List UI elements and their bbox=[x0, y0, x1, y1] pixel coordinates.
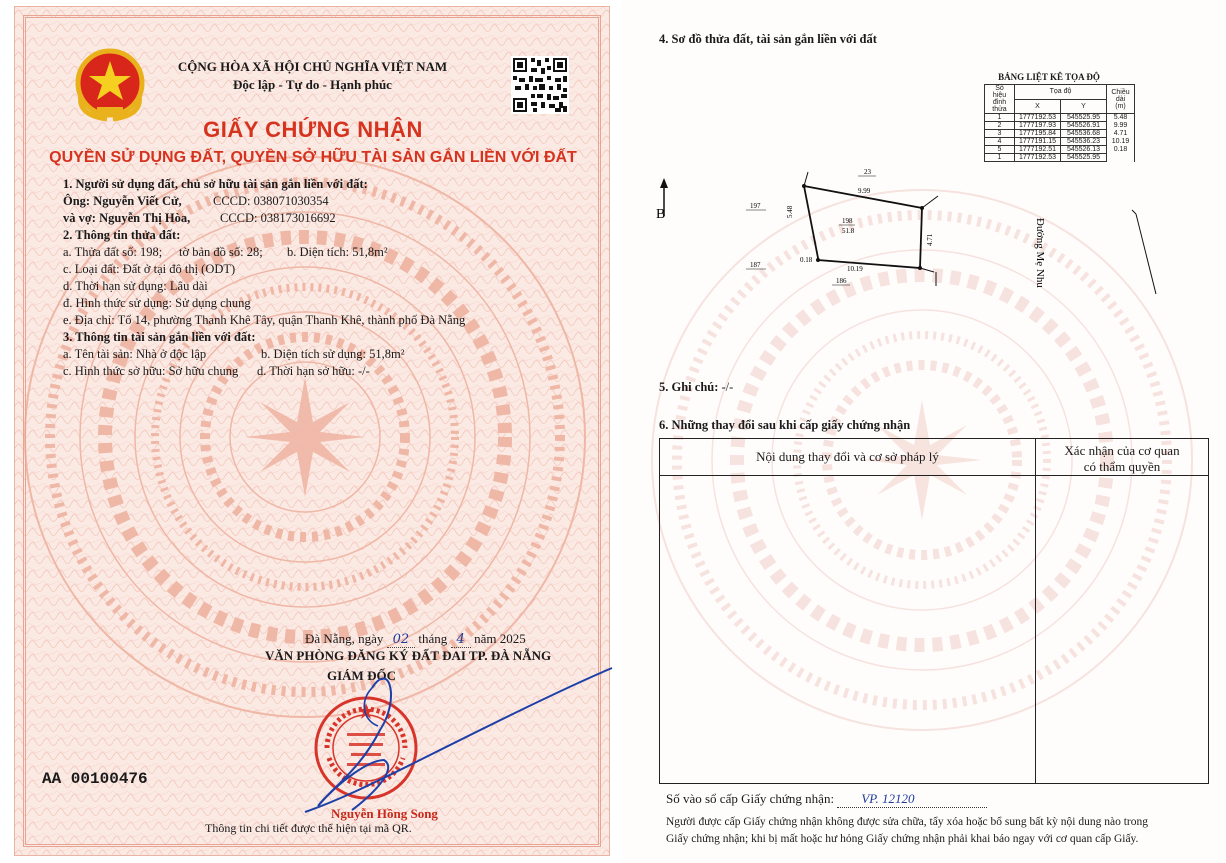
director-title: GIÁM ĐỐC bbox=[327, 668, 396, 683]
footer-note-line1: Người được cấp Giấy chứng nhận không được sửa chữa, tẩy xóa hoặc bổ sung bất kỳ nội dung nào trong bbox=[666, 816, 1148, 828]
boundary-extension bbox=[920, 268, 934, 272]
changes-col-confirmation-line1: Xác nhận của cơ quan bbox=[1064, 443, 1180, 458]
edge-length-corner: 0.18 bbox=[800, 256, 813, 264]
country-name: CỘNG HÒA XÃ HỘI CHỦ NGHĨA VIỆT NAM bbox=[177, 59, 448, 74]
changes-col-confirmation-line2: có thẩm quyền bbox=[1083, 459, 1161, 474]
spouse-name: và vợ: Nguyễn Thị Hòa, bbox=[63, 211, 191, 225]
table-row bbox=[985, 122, 1135, 130]
official-seal-stamp bbox=[311, 693, 421, 803]
parcel-label-23: 23 bbox=[864, 168, 871, 176]
section2-heading: 2. Thông tin thửa đất: bbox=[63, 228, 181, 242]
registry-label: Số vào sổ cấp Giấy chứng nhận: bbox=[666, 791, 835, 806]
col-x-header: X bbox=[1015, 99, 1061, 114]
coord-y: 545536.23 bbox=[1061, 138, 1107, 146]
col-y-header: Y bbox=[1061, 99, 1107, 114]
parcel-number: a. Thửa đất số: 198; bbox=[63, 245, 163, 259]
date-month-label: tháng bbox=[418, 631, 448, 646]
registry-number: VP. 12120 bbox=[837, 791, 987, 808]
point-id: 4 bbox=[985, 138, 1015, 146]
coord-x: 1777192.51 bbox=[1015, 146, 1061, 154]
table-row bbox=[985, 146, 1135, 154]
certificate-serial: AA 00100476 bbox=[42, 770, 148, 788]
usage-form: đ. Hình thức sử dụng: Sử dụng chung bbox=[63, 296, 251, 310]
coordinate-table bbox=[984, 84, 1135, 162]
parcel-id: 198 bbox=[842, 217, 853, 225]
north-label: B bbox=[656, 207, 666, 222]
owner-id: CCCD: 038071030354 bbox=[213, 194, 329, 208]
use-term: d. Thời hạn sử dụng: Lâu dài bbox=[63, 279, 208, 293]
qr-code-icon[interactable] bbox=[511, 53, 569, 117]
date-year: năm 2025 bbox=[474, 631, 526, 646]
notes-heading: 5. Ghi chú: bbox=[659, 380, 719, 394]
coord-table-title: BẢNG LIỆT KÊ TỌA ĐỘ bbox=[998, 72, 1100, 82]
certificate-subtitle: QUYỀN SỬ DỤNG ĐẤT, QUYỀN SỞ HỮU TÀI SẢN GẮN LIỀN VỚI ĐẤT bbox=[49, 149, 577, 166]
changes-content-cell[interactable] bbox=[660, 476, 1036, 784]
notes-value: -/- bbox=[721, 380, 734, 394]
date-prefix: Đà Nẵng, ngày bbox=[305, 631, 384, 646]
col-coord-header: Tọa độ bbox=[1015, 85, 1107, 100]
table-row bbox=[985, 138, 1135, 146]
national-emblem-icon bbox=[67, 45, 153, 125]
issuing-office: VĂN PHÒNG ĐĂNG KÝ ĐẤT ĐAI TP. ĐÀ NẴNG bbox=[265, 648, 552, 663]
edge-length-right: 4.71 bbox=[926, 233, 934, 246]
spouse-id: CCCD: 038173016692 bbox=[220, 211, 336, 225]
asset-name: a. Tên tài sản: Nhà ở độc lập bbox=[63, 347, 207, 361]
point-id: 1 bbox=[985, 154, 1015, 162]
owner-name: Ông: Nguyễn Viết Cử, bbox=[63, 194, 182, 208]
table-row bbox=[985, 114, 1135, 122]
footer-note-line2: Giấy chứng nhận; khi bị mất hoặc hư hỏng Giấy chứng nhận phải khai báo ngay với cơ quan cấp Giấy. bbox=[666, 833, 1139, 845]
edge-length-top: 9.99 bbox=[858, 187, 871, 195]
ownership-term: d. Thời hạn sở hữu: -/- bbox=[257, 364, 370, 378]
point-id: 2 bbox=[985, 122, 1015, 130]
section3-heading: 3. Thông tin tài sản gắn liền với đất: bbox=[63, 330, 256, 344]
notes-row bbox=[659, 380, 733, 395]
date-day: 02 bbox=[387, 632, 416, 648]
coord-y: 545525.95 bbox=[1061, 154, 1107, 162]
road-edge bbox=[1136, 214, 1156, 294]
section6-heading: 6. Những thay đổi sau khi cấp giấy chứng nhận bbox=[659, 418, 911, 432]
certificate-title: GIẤY CHỨNG NHẬN bbox=[203, 117, 423, 142]
ownership-form: c. Hình thức sở hữu: Sở hữu chung bbox=[63, 364, 239, 378]
parcel-diagram bbox=[622, 160, 1226, 300]
date-month: 4 bbox=[451, 632, 471, 648]
edge-length-left: 5.48 bbox=[786, 205, 794, 218]
changes-table bbox=[659, 438, 1209, 784]
coord-y: 545536.68 bbox=[1061, 130, 1107, 138]
point-id: 3 bbox=[985, 130, 1015, 138]
coord-x: 1777195.84 bbox=[1015, 130, 1061, 138]
national-motto: Độc lập - Tự do - Hạnh phúc bbox=[233, 77, 392, 92]
coord-x: 1777192.53 bbox=[1015, 154, 1061, 162]
point-id: 1 bbox=[985, 114, 1015, 122]
qr-note: Thông tin chi tiết được thể hiện tại mã QR. bbox=[205, 821, 412, 835]
coord-y: 545526.91 bbox=[1061, 122, 1107, 130]
edge-length-bottom: 10.19 bbox=[847, 265, 863, 273]
parcel-label-187: 187 bbox=[750, 261, 761, 269]
land-type: c. Loại đất: Đất ở tại đô thị (ODT) bbox=[63, 262, 236, 276]
boundary-extension bbox=[804, 172, 808, 186]
coord-x: 1777197.93 bbox=[1015, 122, 1061, 130]
edge-length: 0.18 bbox=[1107, 146, 1135, 154]
edge-length: 9.99 bbox=[1107, 122, 1135, 130]
parcel-area-label: 51.8 bbox=[842, 227, 855, 235]
parcel-boundary bbox=[804, 186, 922, 268]
col-length-header: Chiều dài (m) bbox=[1107, 85, 1135, 114]
parcel-area: b. Diện tích: 51,8m² bbox=[287, 245, 388, 259]
coord-x: 1777192.53 bbox=[1015, 114, 1061, 122]
parcel-label-197: 197 bbox=[750, 202, 761, 210]
map-sheet-number: tờ bản đồ số: 28; bbox=[179, 245, 263, 259]
boundary-extension bbox=[922, 196, 938, 208]
table-row bbox=[985, 130, 1135, 138]
parcel-address: e. Địa chỉ: Tổ 14, phường Thanh Khê Tây, quận Thanh Khê, thành phố Đà Nẵng bbox=[63, 313, 466, 327]
changes-col-confirmation bbox=[1036, 439, 1209, 476]
coord-x: 1777191.15 bbox=[1015, 138, 1061, 146]
edge-length: 10.19 bbox=[1107, 138, 1135, 146]
changes-confirmation-cell[interactable] bbox=[1036, 476, 1209, 784]
asset-area: b. Diện tích sử dụng: 51,8m² bbox=[261, 347, 405, 361]
north-arrow-icon bbox=[660, 178, 668, 188]
point-id: 5 bbox=[985, 146, 1015, 154]
parcel-label-186: 186 bbox=[836, 277, 847, 285]
road-edge bbox=[1132, 210, 1136, 214]
section4-heading: 4. Sơ đồ thửa đất, tài sản gắn liền với đất bbox=[659, 32, 877, 46]
certificate-back-page bbox=[622, 0, 1226, 863]
col-point-header: Số hiệu đỉnh thửa bbox=[985, 85, 1015, 114]
section1-heading: 1. Người sử dụng đất, chủ sở hữu tài sản gắn liền với đất: bbox=[63, 177, 368, 191]
signer-name: Nguyễn Hồng Song bbox=[331, 806, 438, 821]
registry-row bbox=[666, 791, 987, 808]
coord-y: 545526.13 bbox=[1061, 146, 1107, 154]
road-label: Đường Mẹ Nhu bbox=[1034, 218, 1046, 288]
issue-date bbox=[305, 631, 526, 647]
edge-length: 4.71 bbox=[1107, 130, 1135, 138]
certificate-front-page bbox=[14, 6, 610, 856]
edge-length: 5.48 bbox=[1107, 114, 1135, 122]
changes-col-content: Nội dung thay đổi và cơ sở pháp lý bbox=[660, 439, 1036, 476]
coord-y: 545525.95 bbox=[1061, 114, 1107, 122]
